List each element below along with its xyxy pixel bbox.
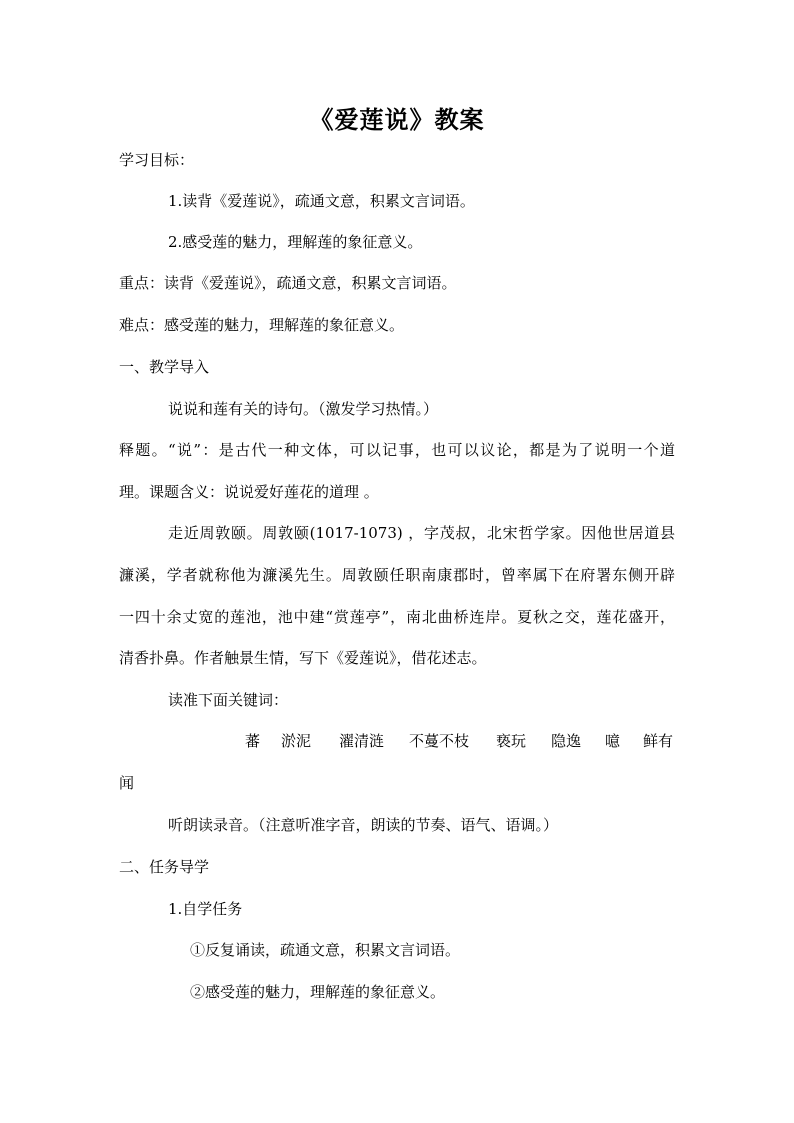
objective-item-1: 1.读背《爱莲说》，疏通文意，积累文言词语。	[168, 192, 475, 210]
keywords-list	[119, 731, 675, 751]
keyword: 鲜有	[643, 732, 674, 750]
keyword: 隐逸	[551, 732, 582, 750]
page-title: 《爱莲说》教案	[309, 105, 485, 134]
difficult-point: 难点：感受莲的魅力，理解莲的象征意义。	[119, 316, 405, 334]
author-paragraph-line-3: 一四十余丈宽的莲池，池中建“赏莲亭”，南北曲桥连岸。夏秋之交，莲花盛开，	[119, 608, 675, 626]
keyword: 亵玩	[496, 732, 527, 750]
intro-activity: 说说和莲有关的诗句。（激发学习热情。）	[168, 400, 439, 418]
keywords-heading: 读准下面关键词：	[168, 691, 289, 709]
objective-item-2: 2.感受莲的魅力，理解莲的象征意义。	[168, 233, 423, 251]
author-paragraph-line-1: 走近周敦颐。周敦颐(1017-1073) ，字茂叔，北宋哲学家。因他世居道县	[168, 524, 675, 542]
keyword: 蕃	[245, 732, 261, 750]
key-point: 重点：读背《爱莲说》，疏通文意，积累文言词语。	[119, 274, 457, 292]
title-explanation-line-2: 理。课题含义：说说爱好莲花的道理 。	[119, 483, 379, 501]
self-study-heading: 1.自学任务	[168, 900, 243, 918]
title-explanation-line-1: 释题。“说”：是古代一种文体，可以记事，也可以议论，都是为了说明一个道	[119, 441, 675, 459]
self-study-task-1: ①反复诵读，疏通文意，积累文言词语。	[190, 941, 461, 959]
self-study-task-2: ②感受莲的魅力，理解莲的象征意义。	[190, 983, 446, 1001]
keyword-wrap: 闻	[119, 774, 135, 792]
author-paragraph-line-4: 清香扑鼻。作者触景生情，写下《爱莲说》，借花述志。	[119, 649, 487, 667]
author-paragraph-line-2: 濂溪，学者就称他为濂溪先生。周敦颐任职南康郡时，曾率属下在府署东侧开辟	[119, 566, 675, 584]
keyword: 噫	[605, 732, 621, 750]
listen-activity: 听朗读录音。（注意听准字音，朗读的节奏、语气、语调。）	[168, 816, 559, 834]
section-2-heading: 二、任务导学	[119, 858, 210, 876]
section-1-heading: 一、教学导入	[119, 358, 210, 376]
keyword: 不蔓不枝	[409, 732, 470, 750]
keyword: 濯清涟	[339, 732, 385, 750]
keyword: 淤泥	[281, 732, 312, 750]
objectives-heading: 学习目标：	[119, 151, 195, 169]
